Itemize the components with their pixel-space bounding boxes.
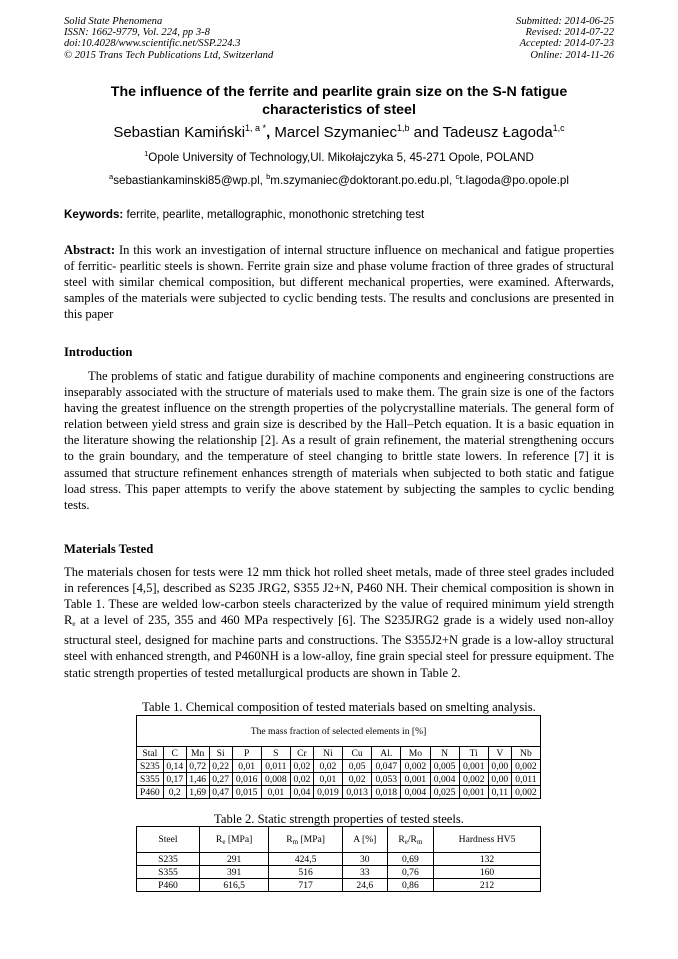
table1-cell: 0,004 bbox=[430, 773, 459, 786]
table2-cell: 132 bbox=[434, 853, 541, 866]
table1-cell: 0,14 bbox=[163, 760, 186, 773]
authors: Sebastian Kamiński$^{1, a *}$, Marcel Szymaniec$^{1,b}$ and Tadeusz Łagoda$^{1,c}$ bbox=[113, 123, 565, 141]
author-and: and bbox=[413, 124, 439, 141]
table-row bbox=[137, 786, 541, 799]
table1-cell: 0,01 bbox=[261, 786, 290, 799]
table-row bbox=[137, 773, 541, 786]
table-row bbox=[137, 760, 541, 773]
journal-name: Solid State Phenomena bbox=[64, 16, 163, 27]
table2-col-ratio bbox=[387, 827, 433, 853]
table1-col-header: Mo bbox=[401, 747, 430, 760]
table2-col-re bbox=[200, 827, 269, 853]
table2-cell: 616,5 bbox=[200, 879, 269, 892]
table1-cell: 0,02 bbox=[290, 773, 313, 786]
issn: ISSN: 1662-9779, Vol. 224, pp 3-8 bbox=[64, 27, 210, 39]
abstract-label: Abstract: bbox=[64, 243, 116, 257]
email-c[interactable]: t.lagoda@po.opole.pl bbox=[459, 174, 569, 187]
table2-cell: 33 bbox=[342, 866, 387, 879]
author-1: Sebastian Kamiński bbox=[113, 124, 246, 141]
table1-cell: 0,002 bbox=[511, 760, 540, 773]
table1-cell: 0,2 bbox=[163, 786, 186, 799]
table2-cell: S235 bbox=[137, 853, 200, 866]
journal-info bbox=[64, 16, 273, 61]
email-c-sup: c bbox=[455, 172, 460, 181]
introduction-text: The problems of static and fatigue durability of machine components and engineering constructions are inseparably associated with the structure of materials used to make them. The grain size is one of the factors having the greatest influence on the strength properties of the polycrystalline materials. The general form of relation between yield stress and grain size is described by the Hall–Petch equation. It is a basic equation in the literature showing the relationship [2]. As a result of grain refinement, the material strengthening occurs to the grain boundary, and the temperature of steel changing to brittle state lowers. In reference [7] it is assumed that structure refinement enhances strength of materials when subjected to both static and fatigue load stress. This paper attempts to verify the above statement by subjecting the samples to cyclic bending tests. bbox=[64, 369, 614, 512]
table2-col-re-unit: [MPa] bbox=[225, 833, 253, 845]
table1-cell: 0,72 bbox=[186, 760, 209, 773]
table1-cell: 0,011 bbox=[511, 773, 540, 786]
abstract bbox=[64, 242, 614, 322]
table1-col-header: P bbox=[232, 747, 261, 760]
table1-cell: S235 bbox=[137, 760, 164, 773]
table1-cell: 0,04 bbox=[290, 786, 313, 799]
table1-cell: 0,27 bbox=[209, 773, 232, 786]
table1-cell: 0,11 bbox=[488, 786, 511, 799]
table1-span-header: The mass fraction of selected elements in [%] bbox=[137, 716, 541, 747]
author-3-sup: 1,c bbox=[552, 123, 565, 133]
table2-col-rm bbox=[269, 827, 343, 853]
table1-cell: 0,008 bbox=[261, 773, 290, 786]
table1-cell: 0,002 bbox=[401, 760, 430, 773]
table2-col-a: A [%] bbox=[342, 827, 387, 853]
table-row bbox=[137, 879, 541, 892]
table2-cell: 212 bbox=[434, 879, 541, 892]
table1-cell: 0,02 bbox=[343, 773, 372, 786]
doi: doi:10.4028/www.scientific.net/SSP.224.3 bbox=[64, 38, 241, 50]
email-a[interactable]: sebastiankaminski85@wp.pl, bbox=[113, 174, 263, 187]
table2-cell: 391 bbox=[200, 866, 269, 879]
table2-col-rm-unit: [MPa] bbox=[298, 833, 325, 845]
table2-caption: Table 2. Static strength properties of tested steels. bbox=[214, 812, 464, 826]
author-1-sup: 1, a * bbox=[245, 123, 267, 133]
abstract-text: In this work an investigation of internal structure influence on mechanical and fatigue properties of ferritic- pearlitic steels is shown. Ferrite grain size and phase volume fraction of three grades of structural steel with similar chemical composition, but different mechanical properties, were examined. Afterwards, samples of the materials were subjected to cyclic bending tests. The results and conclusions are presented in this paper bbox=[64, 243, 614, 322]
keywords bbox=[64, 208, 614, 221]
table1-cell: 0,22 bbox=[209, 760, 232, 773]
table1-cell: 0,001 bbox=[401, 773, 430, 786]
table1-cell: 1,69 bbox=[186, 786, 209, 799]
table1-col-header: S bbox=[261, 747, 290, 760]
table2-cell: 291 bbox=[200, 853, 269, 866]
table2-cell: S355 bbox=[137, 866, 200, 879]
table1-cell: 0,018 bbox=[372, 786, 401, 799]
table1-caption: Table 1. Chemical composition of tested materials based on smelting analysis. bbox=[142, 700, 536, 714]
revised-date: Revised: 2014-07-22 bbox=[525, 27, 614, 39]
table2-cell: P460 bbox=[137, 879, 200, 892]
table1-cell: S355 bbox=[137, 773, 164, 786]
table1-cell: 0,001 bbox=[459, 760, 488, 773]
table1-cell: P460 bbox=[137, 786, 164, 799]
affiliation bbox=[64, 151, 614, 164]
table2-col-ratio-r: R bbox=[398, 833, 405, 845]
table2-cell: 717 bbox=[269, 879, 343, 892]
author-2: Marcel Szymaniec bbox=[274, 124, 397, 141]
table1-cell: 0,019 bbox=[313, 786, 342, 799]
table1-col-header: Mn bbox=[186, 747, 209, 760]
table1-cell: 0,002 bbox=[459, 773, 488, 786]
table1-cell: 0,17 bbox=[163, 773, 186, 786]
table2-header-row bbox=[137, 827, 541, 853]
table1-cell: 0,01 bbox=[232, 760, 261, 773]
affiliation-text: Opole University of Technology,Ul. Mikołajczyka 5, 45-271 Opole, POLAND bbox=[148, 151, 534, 164]
table1-col-header: Ni bbox=[313, 747, 342, 760]
table1-cell: 1,46 bbox=[186, 773, 209, 786]
table1-cell: 0,47 bbox=[209, 786, 232, 799]
email-b[interactable]: m.szymaniec@doktorant.po.edu.pl, bbox=[270, 174, 453, 187]
table2-cell: 424,5 bbox=[269, 853, 343, 866]
table2-cell: 516 bbox=[269, 866, 343, 879]
table2-cell: 30 bbox=[342, 853, 387, 866]
table1-cell: 0,004 bbox=[401, 786, 430, 799]
submitted-date: Submitted: 2014-06-25 bbox=[516, 16, 614, 27]
table1-col-header: C bbox=[163, 747, 186, 760]
table1-col-header: V bbox=[488, 747, 511, 760]
title-line-1: The influence of the ferrite and pearlite grain size on the S-N fatigue bbox=[110, 84, 568, 100]
accepted-date: Accepted: 2014-07-23 bbox=[519, 38, 614, 50]
emails bbox=[64, 174, 614, 187]
table1-cell: 0,011 bbox=[261, 760, 290, 773]
table1-cell: 0,002 bbox=[511, 786, 540, 799]
table2 bbox=[136, 826, 541, 892]
table2-cell: 0,76 bbox=[387, 866, 433, 879]
table1-cell: 0,00 bbox=[488, 773, 511, 786]
materials-text bbox=[64, 564, 614, 681]
table2-col-rm-r: R bbox=[286, 833, 293, 845]
table2-col-re-r: R bbox=[215, 833, 223, 845]
table1-cell: 0,001 bbox=[459, 786, 488, 799]
table2-col-hv: Hardness HV5 bbox=[434, 827, 541, 853]
affiliation-sup: 1 bbox=[144, 149, 149, 158]
table1-col-header: Cu bbox=[343, 747, 372, 760]
table1-col-header: Ti bbox=[459, 747, 488, 760]
email-b-sup: b bbox=[266, 172, 271, 181]
table1-col-header: Stal bbox=[137, 747, 164, 760]
title-line-2: characteristics of steel bbox=[262, 102, 416, 118]
table1-cell: 0,013 bbox=[343, 786, 372, 799]
table2-cell: 0,69 bbox=[387, 853, 433, 866]
table1-col-header: N bbox=[430, 747, 459, 760]
table1-cell: 0,025 bbox=[430, 786, 459, 799]
table2-col-ratio-sub-b: m bbox=[416, 837, 423, 846]
table1-header-row bbox=[137, 747, 541, 760]
table2-col-ratio-sub-a: e bbox=[404, 837, 408, 846]
materials-text-post: at a level of 235, 355 and 460 MPa respectively [6]. The S235JRG2 grade is a widely used non-alloy structural steel, designed for machine parts and constructions. The S355J2+N grade is a low-alloy structural steel with enhanced strength, and P460NH is a low-alloy, fine grain special steel for pressure equipment. The static strength properties of tested metallurgical products are shown in Table 2. bbox=[64, 613, 614, 680]
table1-col-header: Cr bbox=[290, 747, 313, 760]
table-row bbox=[137, 866, 541, 879]
author-2-sup: 1,b bbox=[396, 123, 410, 133]
materials-text-pre: The materials chosen for tests were 12 mm thick hot rolled sheet metals, made of three steel grades included in references [4,5], described as S235 JRG2, S355 J2+N, P460 NH. Their chemical composition is shown in Table 1. These are welded low-carbon steels characterized by the value of required minimum yield strength R bbox=[64, 565, 614, 628]
table1-cell: 0,053 bbox=[372, 773, 401, 786]
paper-title bbox=[64, 83, 614, 119]
table2-col-rm-sub: m bbox=[292, 837, 299, 846]
table2-cell: 24,6 bbox=[342, 879, 387, 892]
table1 bbox=[136, 715, 541, 799]
table1-cell: 0,016 bbox=[232, 773, 261, 786]
table1-col-header: Al. bbox=[372, 747, 401, 760]
table1-cell: 0,047 bbox=[372, 760, 401, 773]
table1-cell: 0,015 bbox=[232, 786, 261, 799]
table1-cell: 0,02 bbox=[290, 760, 313, 773]
materials-heading: Materials Tested bbox=[64, 542, 154, 556]
online-date: Online: 2014-11-26 bbox=[530, 49, 614, 61]
table2-col-steel: Steel bbox=[137, 827, 200, 853]
copyright: © 2015 Trans Tech Publications Ltd, Switzerland bbox=[64, 49, 274, 61]
author-3: Tadeusz Łagoda bbox=[442, 124, 553, 141]
table1-cell: 0,005 bbox=[430, 760, 459, 773]
table1-cell: 0,00 bbox=[488, 760, 511, 773]
table2-col-re-sub: e bbox=[222, 837, 226, 846]
keywords-text: ferrite, pearlite, metallographic, monothonic stretching test bbox=[126, 208, 425, 221]
materials-text-sub: e bbox=[72, 620, 76, 629]
table1-cell: 0,01 bbox=[313, 773, 342, 786]
table2-cell: 160 bbox=[434, 866, 541, 879]
introduction-heading: Introduction bbox=[64, 345, 133, 359]
keywords-label: Keywords: bbox=[64, 208, 124, 221]
table1-cell: 0,05 bbox=[343, 760, 372, 773]
table1-cell: 0,02 bbox=[313, 760, 342, 773]
table2-col-ratio-slash: /R bbox=[407, 833, 417, 845]
table-row bbox=[137, 853, 541, 866]
email-a-sup: a bbox=[109, 172, 114, 181]
dates-info bbox=[516, 16, 614, 61]
table1-col-header: Nb bbox=[511, 747, 540, 760]
table1-col-header: Si bbox=[209, 747, 232, 760]
table2-cell: 0,86 bbox=[387, 879, 433, 892]
